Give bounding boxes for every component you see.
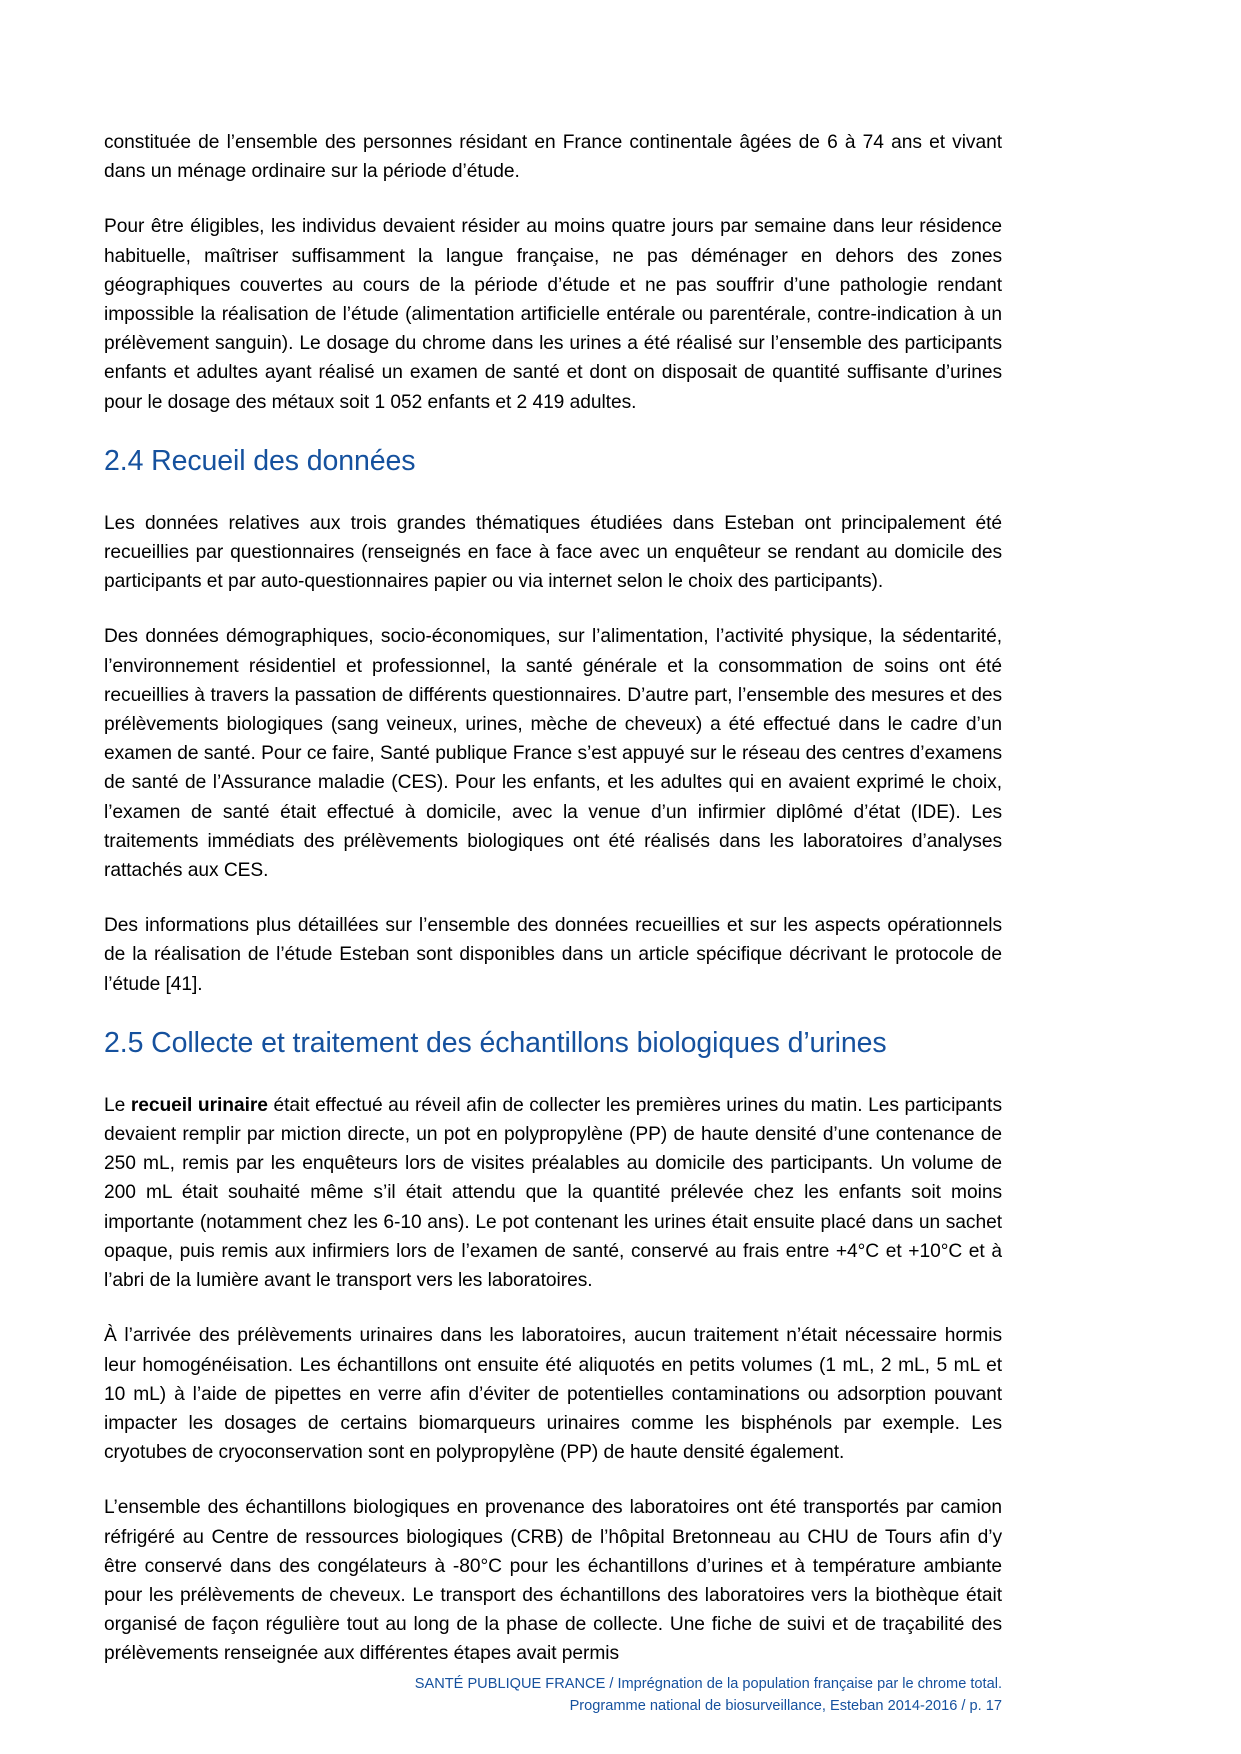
section-heading-2-4: 2.4 Recueil des données: [104, 444, 416, 477]
footer-line-2: Programme national de biosurveillance, Esteban 2014-2016 / p. 17: [569, 1697, 1002, 1714]
paragraph-2-5-1-prefix: Le: [104, 1094, 131, 1116]
page-content: [104, 128, 1002, 1695]
paragraph-2-5-1-rest: était effectué au réveil afin de collecter les premières urines du matin. Les participants devaient remplir par miction directe, un pot en polypropylène (PP) de haute densité d’une contenance de 250 mL, remis par les enquêteurs lors de visites préalables au domicile des participants. Un volume de 200 mL était souhaité même s’il était attendu que la quantité prélevée chez les enfants soit moins importante (notamment chez les 6-10 ans). Le pot contenant les urines était ensuite placé dans un sachet opaque, puis remis aux infirmiers lors de l’examen de santé, conservé au frais entre +4°C et +10°C et à l’abri de la lumière avant le transport vers les laboratoires.: [104, 1094, 1002, 1292]
paragraph-intro-continued: constituée de l’ensemble des personnes résidant en France continentale âgées de 6 à 74 ans et vivant dans un ménage ordinaire sur la période d’étude.: [104, 132, 1002, 183]
footer-line-1: SANTÉ PUBLIQUE FRANCE / Imprégnation de la population française par le chrome total.: [414, 1676, 1002, 1692]
paragraph-eligibility: Pour être éligibles, les individus devaient résider au moins quatre jours par semaine dans leur résidence habituelle, maîtriser suffisamment la langue française, ne pas déménager en dehors des zones géographiques couvertes au cours de la période d’étude et ne pas souffrir d’une pathologie rendant impossible la réalisation de l’étude (alimentation artificielle entérale ou parentérale, contre-indication à un prélèvement sanguin). Le dosage du chrome dans les urines a été réalisé sur l’ensemble des participants enfants et adultes ayant réalisé un examen de santé et dont on disposait de quantité suffisante d’urines pour le dosage des métaux soit 1 052 enfants et 2 419 adultes.: [104, 216, 1002, 413]
paragraph-2-5-1-emphasis: recueil urinaire: [130, 1094, 268, 1116]
page-footer: [104, 1674, 1002, 1717]
paragraph-2-5-3: L’ensemble des échantillons biologiques en provenance des laboratoires ont été transportés par camion réfrigéré au Centre de ressources biologiques (CRB) de l’hôpital Bretonneau au CHU de Tours afin d’y être conservé dans des congélateurs à -80°C pour les échantillons d’urines et à température ambiante pour les prélèvements de cheveux. Le transport des échantillons des laboratoires vers la biothèque était organisé de façon régulière tout au long de la phase de collecte. Une fiche de suivi et de traçabilité des prélèvements renseignée aux différentes étapes avait permis: [104, 1497, 1002, 1665]
paragraph-2-5-1: [104, 1091, 1002, 1295]
paragraph-2-4-3: Des informations plus détaillées sur l’ensemble des données recueillies et sur les aspects opérationnels de la réalisation de l’étude Esteban sont disponibles dans un article spécifique décrivant le protocole de l’étude [41].: [104, 915, 1002, 995]
paragraph-2-4-1: Les données relatives aux trois grandes thématiques étudiées dans Esteban ont principalement été recueillies par questionnaires (renseignés en face à face avec un enquêteur se rendant au domicile des participants et par auto-questionnaires papier ou via internet selon le choix des participants).: [104, 512, 1002, 593]
paragraph-2-4-2: Des données démographiques, socio-économiques, sur l’alimentation, l’activité physique, la sédentarité, l’environnement résidentiel et professionnel, la santé générale et la consommation de soins ont été recueillies à travers la passation de différents questionnaires. D’autre part, l’ensemble des mesures et des prélèvements biologiques (sang veineux, urines, mèche de cheveux) a été effectué dans le cadre d’un examen de santé. Pour ce faire, Santé publique France s’est appuyé sur le réseau des centres d’examens de santé de l’Assurance maladie (CES). Pour les enfants, et les adultes qui en avaient exprimé le choix, l’examen de santé était effectué à domicile, avec la venue d’un infirmier diplômé d’état (IDE). Les traitements immédiats des prélèvements biologiques ont été réalisés dans les laboratoires d’analyses rattachés aux CES.: [104, 626, 1002, 882]
paragraph-2-5-2: À l’arrivée des prélèvements urinaires dans les laboratoires, aucun traitement n’était nécessaire hormis leur homogénéisation. Les échantillons ont ensuite été aliquotés en petits volumes (1 mL, 2 mL, 5 mL et 10 mL) à l’aide de pipettes en verre afin d’éviter de potentielles contaminations ou adsorption pouvant impacter les dosages de certains biomarqueurs urinaires comme les bisphénols par exemple. Les cryotubes de cryoconservation sont en polypropylène (PP) de haute densité également.: [104, 1325, 1002, 1464]
section-heading-2-5: 2.5 Collecte et traitement des échantillons biologiques d’urines: [104, 1026, 887, 1059]
